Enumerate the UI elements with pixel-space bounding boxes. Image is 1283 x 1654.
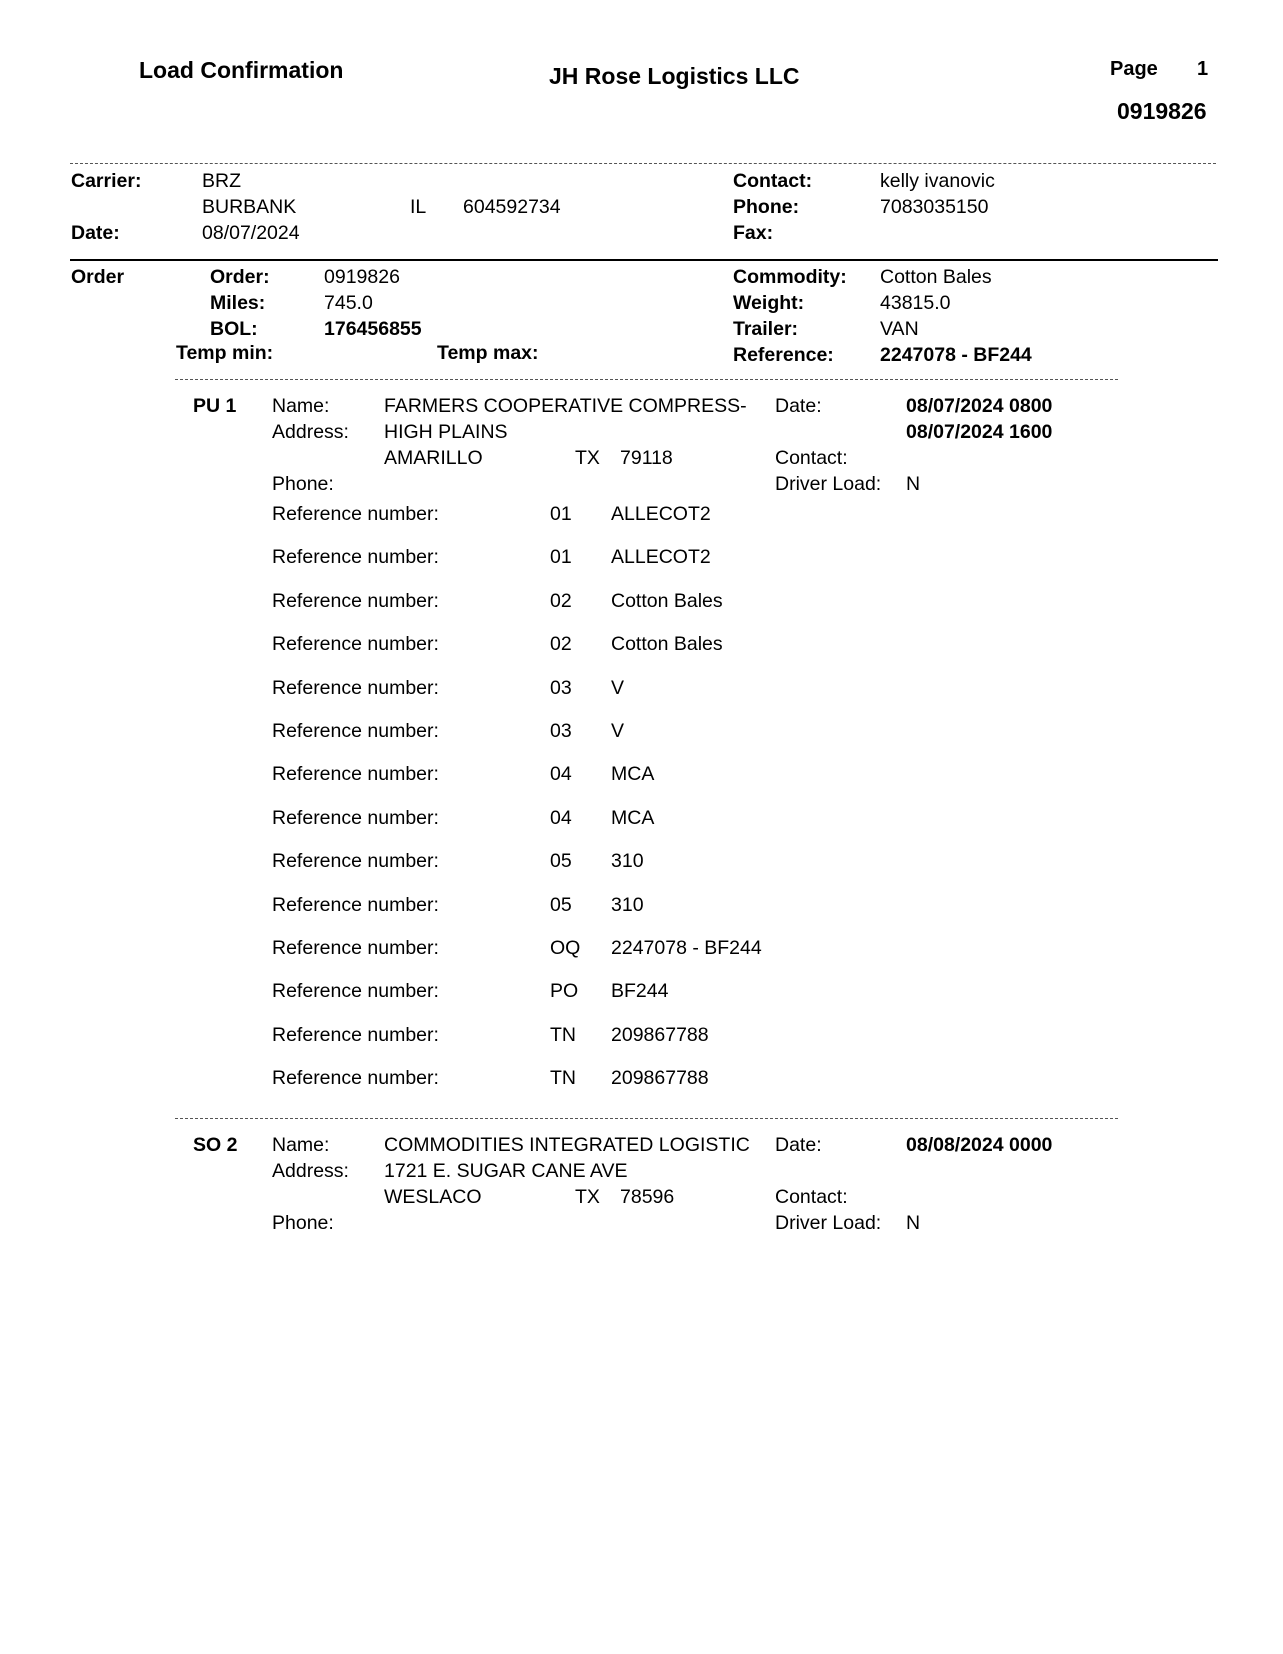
reference-number-label: Reference number: xyxy=(272,850,439,872)
reference-code: 04 xyxy=(550,763,572,785)
stop-address: 1721 E. SUGAR CANE AVE xyxy=(384,1160,628,1182)
order-reference: 2247078 - BF244 xyxy=(880,344,1032,366)
order-trailer: VAN xyxy=(880,318,919,340)
stop-tag: PU 1 xyxy=(193,395,237,417)
reference-value: ALLECOT2 xyxy=(611,546,711,568)
stop-driver-load-label: Driver Load: xyxy=(775,473,882,495)
stop-address: HIGH PLAINS xyxy=(384,421,508,443)
order-miles: 745.0 xyxy=(324,292,373,314)
stop-address-label: Address: xyxy=(272,421,349,443)
stop-divider xyxy=(175,1118,1118,1119)
reference-label: Reference: xyxy=(733,344,834,366)
stop-driver-load-label: Driver Load: xyxy=(775,1212,882,1234)
reference-code: TN xyxy=(550,1024,576,1046)
stop-date-end: 08/07/2024 1600 xyxy=(906,421,1053,443)
stop-phone-label: Phone: xyxy=(272,1212,334,1234)
reference-value: 310 xyxy=(611,850,644,872)
reference-number-label: Reference number: xyxy=(272,1024,439,1046)
reference-code: 03 xyxy=(550,677,572,699)
page-label: Page xyxy=(1110,58,1158,80)
reference-value: V xyxy=(611,720,625,742)
stop-name-label: Name: xyxy=(272,395,330,417)
reference-code: 03 xyxy=(550,720,572,742)
stop-date-start: 08/07/2024 0800 xyxy=(906,395,1053,417)
reference-code: 02 xyxy=(550,633,572,655)
stop-contact-label: Contact: xyxy=(775,447,848,469)
order-section-label: Order xyxy=(71,266,125,288)
temp-min-label: Temp min: xyxy=(176,342,274,364)
header-order-number: 0919826 xyxy=(1117,98,1207,124)
stop-zip: 78596 xyxy=(620,1186,675,1208)
reference-number-label: Reference number: xyxy=(272,894,439,916)
document-title: Load Confirmation xyxy=(139,57,344,83)
reference-code: 05 xyxy=(550,850,572,872)
reference-number-label: Reference number: xyxy=(272,763,439,785)
reference-value: V xyxy=(611,677,625,699)
reference-number-label: Reference number: xyxy=(272,677,439,699)
carrier-phone: 7083035150 xyxy=(880,196,989,218)
reference-value: Cotton Bales xyxy=(611,590,723,612)
stop-date-label: Date: xyxy=(775,395,822,417)
stop-state: TX xyxy=(575,1186,600,1208)
reference-value: Cotton Bales xyxy=(611,633,723,655)
carrier-city: BURBANK xyxy=(202,196,297,218)
reference-code: PO xyxy=(550,980,579,1002)
carrier-date: 08/07/2024 xyxy=(202,222,300,244)
carrier-label: Carrier: xyxy=(71,170,142,192)
stop-zip: 79118 xyxy=(620,447,673,469)
order-weight: 43815.0 xyxy=(880,292,951,314)
stop-address-label: Address: xyxy=(272,1160,349,1182)
order-label: Order: xyxy=(210,266,270,288)
reference-code: 04 xyxy=(550,807,572,829)
carrier-zip: 604592734 xyxy=(463,196,561,218)
order-bol: 176456855 xyxy=(324,318,422,340)
reference-value: 2247078 - BF244 xyxy=(611,937,762,959)
trailer-label: Trailer: xyxy=(733,318,799,340)
reference-number-label: Reference number: xyxy=(272,633,439,655)
stop-city: WESLACO xyxy=(384,1186,482,1208)
reference-number-label: Reference number: xyxy=(272,1067,439,1089)
stop-phone-label: Phone: xyxy=(272,473,334,495)
reference-value: ALLECOT2 xyxy=(611,503,711,525)
reference-code: 01 xyxy=(550,503,572,525)
carrier-divider xyxy=(70,259,1218,261)
stop-name: COMMODITIES INTEGRATED LOGISTIC xyxy=(384,1134,750,1156)
weight-label: Weight: xyxy=(733,292,805,314)
stop-state: TX xyxy=(575,447,600,469)
fax-label: Fax: xyxy=(733,222,774,244)
carrier-contact: kelly ivanovic xyxy=(880,170,995,192)
stop-driver-load: N xyxy=(906,1212,921,1234)
stop-name: FARMERS COOPERATIVE COMPRESS- xyxy=(384,395,747,417)
stop-date-label: Date: xyxy=(775,1134,822,1156)
reference-value: 310 xyxy=(611,894,644,916)
miles-label: Miles: xyxy=(210,292,266,314)
order-commodity: Cotton Bales xyxy=(880,266,992,288)
reference-value: BF244 xyxy=(611,980,669,1002)
reference-number-label: Reference number: xyxy=(272,720,439,742)
header-divider xyxy=(70,163,1216,164)
reference-value: MCA xyxy=(611,763,655,785)
carrier-state: IL xyxy=(410,196,427,218)
reference-code: 01 xyxy=(550,546,572,568)
order-number: 0919826 xyxy=(324,266,400,288)
company-name: JH Rose Logistics LLC xyxy=(549,63,800,89)
reference-code: OQ xyxy=(550,937,581,959)
reference-code: 02 xyxy=(550,590,572,612)
order-divider xyxy=(175,379,1118,380)
stop-tag: SO 2 xyxy=(193,1134,238,1156)
reference-number-label: Reference number: xyxy=(272,503,439,525)
reference-value: 209867788 xyxy=(611,1067,709,1089)
reference-number-label: Reference number: xyxy=(272,546,439,568)
date-label: Date: xyxy=(71,222,120,244)
page-number: 1 xyxy=(1197,58,1209,80)
reference-number-label: Reference number: xyxy=(272,937,439,959)
reference-number-label: Reference number: xyxy=(272,807,439,829)
stop-date-start: 08/08/2024 0000 xyxy=(906,1134,1053,1156)
contact-label: Contact: xyxy=(733,170,813,192)
reference-value: MCA xyxy=(611,807,655,829)
reference-number-label: Reference number: xyxy=(272,980,439,1002)
stop-contact-label: Contact: xyxy=(775,1186,848,1208)
reference-code: 05 xyxy=(550,894,572,916)
reference-code: TN xyxy=(550,1067,576,1089)
commodity-label: Commodity: xyxy=(733,266,847,288)
stop-driver-load: N xyxy=(906,473,921,495)
carrier-code: BRZ xyxy=(202,170,241,192)
temp-max-label: Temp max: xyxy=(437,342,539,364)
stop-name-label: Name: xyxy=(272,1134,330,1156)
bol-label: BOL: xyxy=(210,318,258,340)
phone-label: Phone: xyxy=(733,196,800,218)
reference-value: 209867788 xyxy=(611,1024,709,1046)
stop-city: AMARILLO xyxy=(384,447,483,469)
reference-number-label: Reference number: xyxy=(272,590,439,612)
